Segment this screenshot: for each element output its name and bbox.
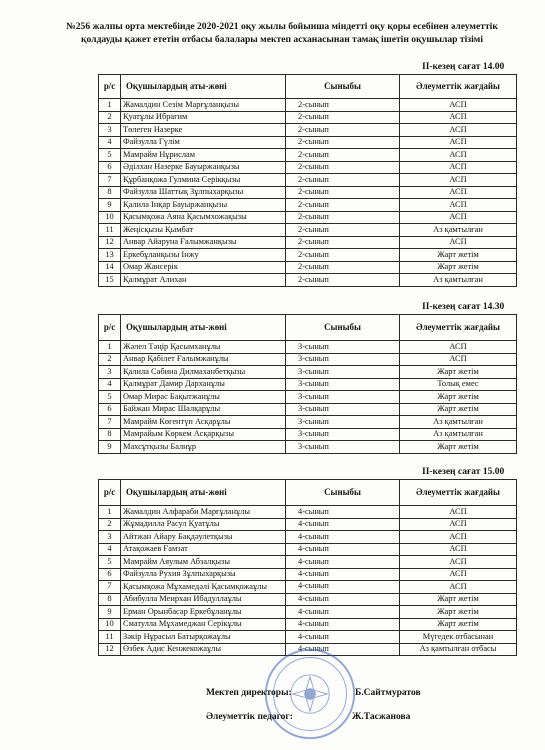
table-row [99,606,517,619]
student-name: Ерман Орынбасар Еркебұланұлы [121,606,286,619]
status-cell: АСП [400,124,517,137]
status-cell: Аз қамтылған отбасы [400,643,517,656]
table-row [99,224,517,237]
class-cell: 4-сынып [286,581,400,594]
row-number: 5 [99,391,121,404]
status-cell: Жарт жетім [400,606,517,619]
student-name: Атақожаев Ғамзат [121,543,286,556]
table-row [99,366,517,379]
roster-table-shift-3 [98,479,517,656]
student-name: Жамалдин Алфараби Марғұланұлы [121,506,286,519]
table-row [99,441,517,454]
student-name: Абибулла Меирхан Ибадуллаұлы [121,593,286,606]
status-cell: АСП [400,186,517,199]
status-cell: Жарт жетім [400,441,517,454]
student-name: Қуатұлы Ибрагим [121,111,286,124]
status-cell: АСП [400,149,517,162]
class-cell: 4-сынып [286,643,400,656]
status-cell: Аз қамтылған [400,274,517,287]
student-name: Файзулла Гүлім [121,136,286,149]
status-cell: АСП [400,211,517,224]
class-cell: 2-сынып [286,186,400,199]
header-status: Әлеуметтік жағдайы [400,480,517,506]
class-cell: 3-сынып [286,341,400,354]
class-cell: 2-сынып [286,249,400,262]
status-cell: Жарт жетім [400,391,517,404]
class-cell: 3-сынып [286,441,400,454]
class-cell: 3-сынып [286,353,400,366]
row-number: 7 [99,581,121,594]
status-cell: Жарт жетім [400,593,517,606]
row-number: 7 [99,416,121,429]
student-name: Қалмұрат Дамир Дарханұлы [121,378,286,391]
class-cell: 2-сынып [286,111,400,124]
row-number: 11 [99,631,121,644]
director-role: Мектеп директоры: [206,688,292,698]
class-cell: 3-сынып [286,366,400,379]
status-cell: АСП [400,99,517,112]
row-number: 2 [99,518,121,531]
class-cell: 2-сынып [286,261,400,274]
table-row [99,403,517,416]
status-cell: АСП [400,174,517,187]
student-name: Анвар Айаруна Ғалымжанқызы [121,236,286,249]
student-name: Сматулла Мұхамеджан Серікұлы [121,618,286,631]
class-cell: 2-сынып [286,99,400,112]
table-row [99,149,517,162]
row-number: 3 [99,124,121,137]
status-cell: Жарт жетім [400,249,517,262]
class-cell: 2-сынып [286,199,400,212]
roster-table-shift-1 [98,74,517,287]
class-cell: 3-сынып [286,378,400,391]
table-row [99,568,517,581]
table-row [99,186,517,199]
student-name: Омар Мирас Бақытжанұлы [121,391,286,404]
row-number: 12 [99,643,121,656]
status-cell: Жарт жетім [400,366,517,379]
status-cell: Жарт жетім [400,618,517,631]
status-cell: Аз қамтылған [400,416,517,429]
header-name: Оқушылардың аты-жөні [121,315,286,341]
header-class: Сыныбы [286,315,400,341]
status-cell: АСП [400,353,517,366]
shift-3-rows [99,506,517,656]
table-row [99,249,517,262]
student-name: Өзбек Адис Кенжекожаұлы [121,643,286,656]
student-name: Қалила Інқар Бауыржанқызы [121,199,286,212]
student-name: Мамрайм Нұрислам [121,149,286,162]
student-name: Мамрайм Аяулым Абзалқызы [121,556,286,569]
table-row [99,416,517,429]
table-row [99,341,517,354]
row-number: 4 [99,136,121,149]
shift-2-rows [99,341,517,454]
row-number: 3 [99,366,121,379]
class-cell: 3-сынып [286,416,400,429]
table-row [99,99,517,112]
class-cell: 2-сынып [286,136,400,149]
shift-1-rows [99,99,517,287]
row-number: 9 [99,441,121,454]
table-row [99,136,517,149]
class-cell: 4-сынып [286,543,400,556]
row-number: 14 [99,261,121,274]
class-cell: 2-сынып [286,174,400,187]
student-name: Қасымқожа Аяна Қасымхожақызы [121,211,286,224]
student-name: Файзулла Шаттық Зұлпыхарқызы [121,186,286,199]
row-number: 1 [99,99,121,112]
row-number: 1 [99,341,121,354]
table-row [99,378,517,391]
row-number: 8 [99,593,121,606]
student-name: Зәкір Нұрасыл Батырқожаұлы [121,631,286,644]
row-number: 15 [99,274,121,287]
student-name: Қасымқожа Мұхамедәлі Қасымқожаұлы [121,581,286,594]
class-cell: 4-сынып [286,568,400,581]
status-cell: Толық емес [400,378,517,391]
row-number: 6 [99,568,121,581]
row-number: 2 [99,111,121,124]
table-row [99,353,517,366]
student-name: Құрбанқожа Гулмина Серікқызы [121,174,286,187]
row-number: 9 [99,199,121,212]
status-cell: Аз қамтылған [400,224,517,237]
status-cell: АСП [400,341,517,354]
table-row [99,174,517,187]
status-cell: Жарт жетім [400,403,517,416]
student-name: Байжан Мирас Шалқарұлы [121,403,286,416]
header-name: Оқушылардың аты-жөні [121,75,286,99]
status-cell: АСП [400,531,517,544]
roster-table-shift-2 [98,314,517,454]
table-row [99,518,517,531]
row-number: 10 [99,618,121,631]
table-row [99,631,517,644]
row-number: 2 [99,353,121,366]
header-status: Әлеуметтік жағдайы [400,315,517,341]
header-name: Оқушылардың аты-жөні [121,480,286,506]
student-name: Махсұтқызы Балнұр [121,441,286,454]
student-name: Жәлел Тәңір Қасымханұлы [121,341,286,354]
class-cell: 3-сынып [286,403,400,416]
class-cell: 4-сынып [286,518,400,531]
table-row [99,556,517,569]
status-cell: Жарт жетім [400,261,517,274]
student-name: Төлеген Назерке [121,124,286,137]
student-name: Мамрайым Көркем Асқарқызы [121,428,286,441]
pedagogue-name: Ж.Тасжанова [352,712,411,722]
status-cell: АСП [400,199,517,212]
row-number: 1 [99,506,121,519]
table-row [99,391,517,404]
row-number: 8 [99,186,121,199]
status-cell: АСП [400,111,517,124]
table-row [99,543,517,556]
table-row [99,111,517,124]
row-number: 9 [99,606,121,619]
student-name: Файзулла Рухия Зұлпыхарқызы [121,568,286,581]
pedagogue-role: Әлеуметтік педагог: [206,712,293,722]
row-number: 13 [99,249,121,262]
status-cell: АСП [400,518,517,531]
student-name: Айтжан Айару Бақдәулетқызы [121,531,286,544]
table-row [99,236,517,249]
student-name: Еркебұланқызы Інжу [121,249,286,262]
class-cell: 4-сынып [286,506,400,519]
class-cell: 2-сынып [286,161,400,174]
student-name: Жұмадилла Расул Қуатұлы [121,518,286,531]
table-row [99,211,517,224]
student-name: Жамалдин Сезім Марғұланқызы [121,99,286,112]
status-cell: АСП [400,568,517,581]
class-cell: 3-сынып [286,428,400,441]
class-cell: 4-сынып [286,606,400,619]
shift-1-label: ІІ-кезең сағат 14.00 [422,62,505,72]
table-row [99,274,517,287]
student-name: Жеңісқызы Қымбат [121,224,286,237]
row-number: 6 [99,161,121,174]
row-number: 7 [99,174,121,187]
status-cell: АСП [400,161,517,174]
table-row [99,531,517,544]
class-cell: 2-сынып [286,236,400,249]
class-cell: 4-сынып [286,531,400,544]
row-number: 6 [99,403,121,416]
row-number: 5 [99,556,121,569]
shift-2-label: ІІ-кезең сағат 14.30 [422,302,505,312]
table-row [99,199,517,212]
status-cell: Мүгедек отбасынан [400,631,517,644]
table-row [99,261,517,274]
row-number: 10 [99,211,121,224]
status-cell: АСП [400,556,517,569]
row-number: 5 [99,149,121,162]
class-cell: 2-сынып [286,224,400,237]
row-number: 3 [99,531,121,544]
header-num: р/с [99,75,121,99]
status-cell: АСП [400,543,517,556]
class-cell: 3-сынып [286,391,400,404]
status-cell: Аз қамтылған [400,428,517,441]
class-cell: 2-сынып [286,124,400,137]
header-class: Сыныбы [286,75,400,99]
status-cell: АСП [400,236,517,249]
class-cell: 4-сынып [286,618,400,631]
status-cell: АСП [400,136,517,149]
student-name: Қалила Сабина Дилмаханбетқызы [121,366,286,379]
table-row [99,581,517,594]
class-cell: 2-сынып [286,211,400,224]
row-number: 8 [99,428,121,441]
table-row [99,593,517,606]
header-num: р/с [99,480,121,506]
header-num: р/с [99,315,121,341]
student-name: Анвар Қабілет Ғалымжанұлы [121,353,286,366]
header-class: Сыныбы [286,480,400,506]
document-title: №256 жалпы орта мектебінде 2020-2021 оқу жылы бойынша міндетті оқу қоры есебінен әлеуметтік қолдауды қажет ететін отбасы балалары мектеп асханасынан тамақ ішетін оқушылар тізімі [66,21,498,46]
table-row [99,161,517,174]
class-cell: 2-сынып [286,149,400,162]
class-cell: 4-сынып [286,631,400,644]
row-number: 4 [99,543,121,556]
student-name: Әділхан Назерке Бауыржанқызы [121,161,286,174]
row-number: 4 [99,378,121,391]
class-cell: 4-сынып [286,593,400,606]
director-name: Б.Сайтмуратов [355,688,421,698]
table-row [99,618,517,631]
status-cell: АСП [400,506,517,519]
class-cell: 2-сынып [286,274,400,287]
table-row [99,124,517,137]
header-status: Әлеуметтік жағдайы [400,75,517,99]
row-number: 11 [99,224,121,237]
student-name: Мамрайм Көгентүп Асқарұлы [121,416,286,429]
student-name: Омар Жансерік [121,261,286,274]
table-row [99,506,517,519]
student-name: Қалмұрат Алихан [121,274,286,287]
shift-3-label: ІІ-кезең сағат 15.00 [422,467,505,477]
class-cell: 4-сынып [286,556,400,569]
table-row [99,428,517,441]
status-cell: АСП [400,581,517,594]
row-number: 12 [99,236,121,249]
